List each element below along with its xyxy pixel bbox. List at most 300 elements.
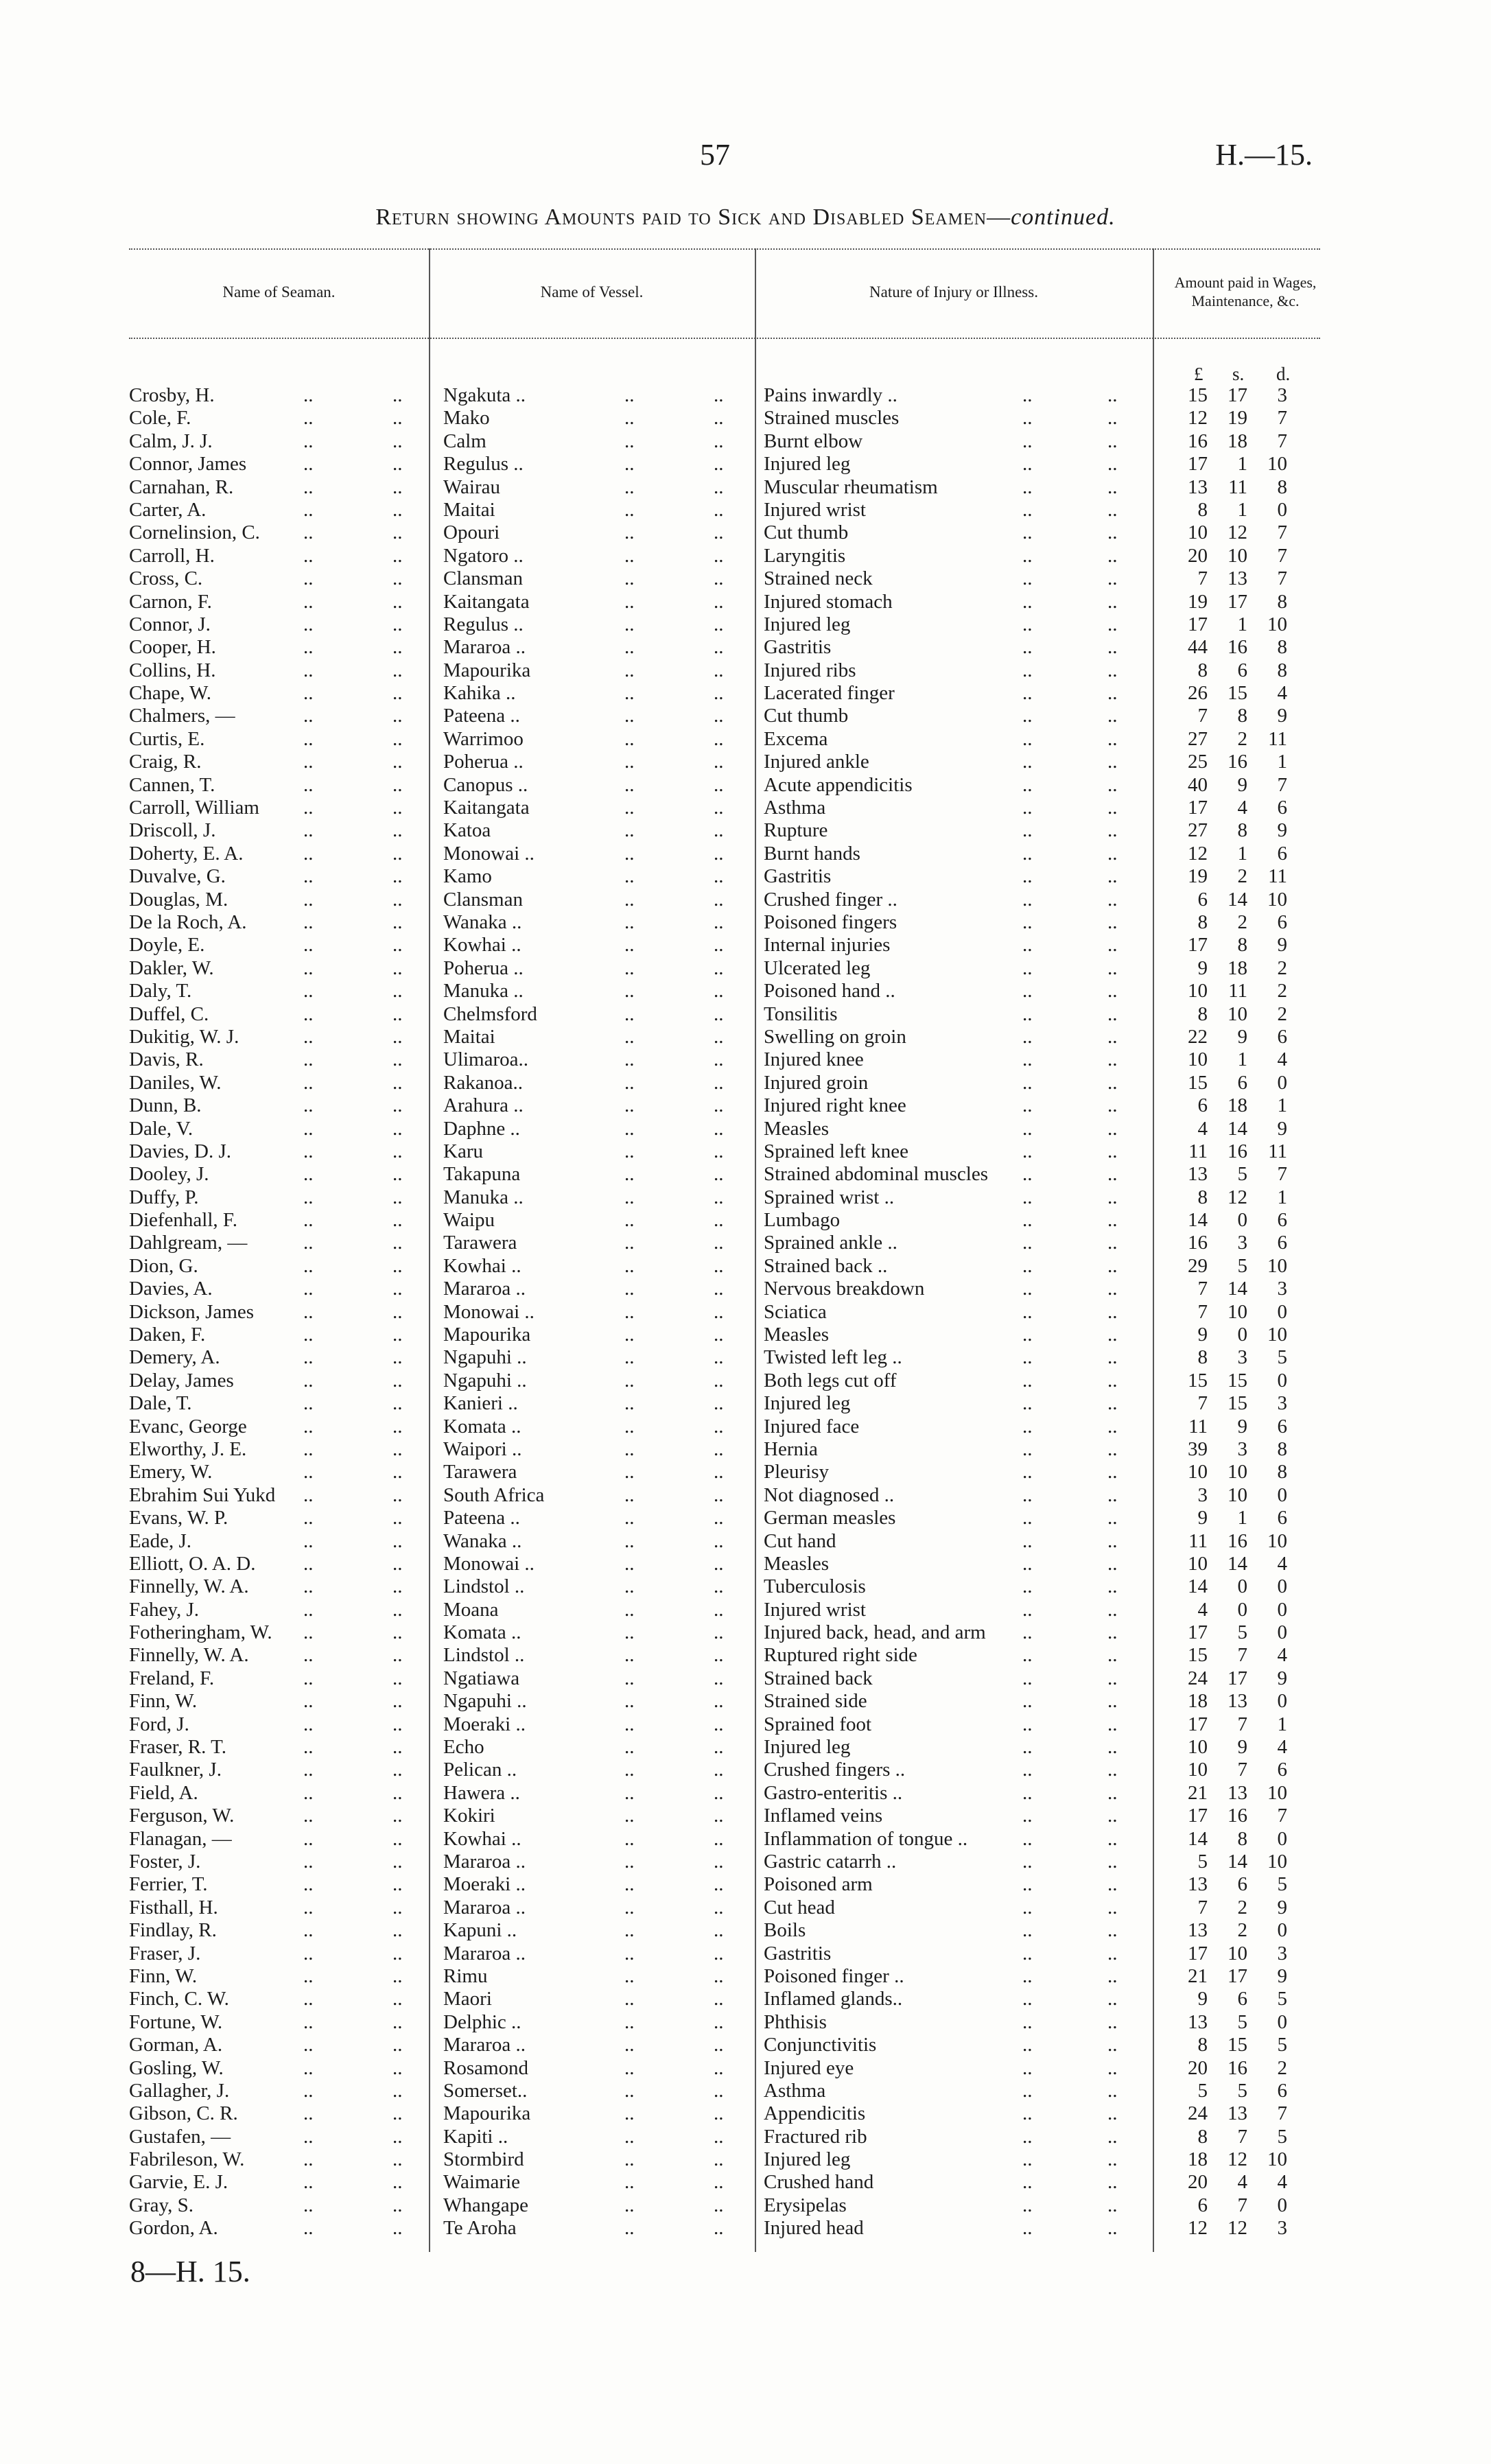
amount-pence: 4	[1277, 1552, 1287, 1575]
amount-shillings: 2	[1237, 911, 1247, 933]
leader-dots: ..	[392, 1461, 403, 1483]
table-row	[0, 1575, 1491, 1598]
leader-dots: ..	[1107, 1163, 1118, 1186]
leader-dots: ..	[1107, 911, 1118, 933]
leader-dots: ..	[714, 1942, 724, 1964]
leader-dots: ..	[714, 1529, 724, 1552]
amount-pounds: 26	[1188, 682, 1208, 705]
leader-dots: ..	[714, 1919, 724, 1942]
leader-dots: ..	[714, 2079, 724, 2102]
amount-pence: 3	[1277, 1278, 1287, 1300]
amount-shillings: 14	[1228, 1278, 1247, 1300]
leader-dots: ..	[1107, 521, 1118, 544]
amount-pounds: 17	[1188, 613, 1208, 635]
leader-dots: ..	[1107, 636, 1118, 659]
injury-description: Injured back, head, and arm	[764, 1621, 986, 1644]
vessel-name: Waipu	[443, 1209, 495, 1232]
leader-dots: ..	[392, 430, 403, 452]
leader-dots: ..	[1107, 430, 1118, 452]
leader-dots: ..	[392, 1369, 403, 1392]
leader-dots: ..	[1107, 1529, 1118, 1552]
amount-shillings: 17	[1228, 384, 1247, 406]
amount-shillings: 15	[1228, 682, 1247, 705]
seaman-name: Evans, W. P.	[129, 1507, 228, 1529]
amount-shillings: 9	[1237, 773, 1247, 796]
vessel-name: Echo	[443, 1736, 484, 1759]
vessel-name: Mararoa ..	[443, 636, 526, 659]
leader-dots: ..	[1022, 888, 1033, 911]
leader-dots: ..	[714, 842, 724, 865]
leader-dots: ..	[303, 727, 314, 750]
amount-pounds: 29	[1188, 1254, 1208, 1277]
amount-shillings: 5	[1237, 2079, 1247, 2102]
leader-dots: ..	[624, 1483, 635, 1506]
amount-shillings: 15	[1228, 1392, 1247, 1415]
leader-dots: ..	[1022, 1209, 1033, 1232]
leader-dots: ..	[624, 2034, 635, 2056]
table-row	[0, 1644, 1491, 1667]
amount-pence: 4	[1277, 1736, 1287, 1759]
amount-shillings: 5	[1237, 1254, 1247, 1277]
leader-dots: ..	[392, 1507, 403, 1529]
leader-dots: ..	[1022, 1552, 1033, 1575]
amount-pence: 0	[1277, 498, 1287, 521]
leader-dots: ..	[392, 1667, 403, 1689]
amount-shillings: 16	[1228, 751, 1247, 773]
leader-dots: ..	[303, 1507, 314, 1529]
leader-dots: ..	[303, 521, 314, 544]
injury-description: Strained back	[764, 1667, 873, 1689]
seaman-name: Gordon, A.	[129, 2217, 218, 2240]
leader-dots: ..	[714, 2056, 724, 2079]
injury-description: Lacerated finger	[764, 682, 895, 705]
leader-dots: ..	[714, 1186, 724, 1208]
amount-shillings: 14	[1228, 1552, 1247, 1575]
seaman-name: Cole, F.	[129, 407, 191, 430]
amount-shillings: 16	[1228, 1140, 1247, 1162]
leader-dots: ..	[1107, 1759, 1118, 1781]
leader-dots: ..	[714, 384, 724, 406]
leader-dots: ..	[624, 1438, 635, 1460]
seaman-name: Finn, W.	[129, 1964, 198, 1987]
leader-dots: ..	[392, 1300, 403, 1323]
amount-pounds: 16	[1188, 430, 1208, 452]
vessel-name: Mararoa ..	[443, 1942, 526, 1964]
leader-dots: ..	[624, 911, 635, 933]
leader-dots: ..	[1022, 1805, 1033, 1827]
leader-dots: ..	[303, 1483, 314, 1506]
table-row	[0, 1805, 1491, 1827]
amount-pounds: 24	[1188, 2102, 1208, 2125]
amount-shillings: 13	[1228, 1781, 1247, 1804]
leader-dots: ..	[714, 797, 724, 819]
leader-dots: ..	[303, 773, 314, 796]
table-row	[0, 1988, 1491, 2010]
leader-dots: ..	[1022, 1254, 1033, 1277]
amount-pounds: 12	[1188, 2217, 1208, 2240]
leader-dots: ..	[392, 2102, 403, 2125]
leader-dots: ..	[1107, 1851, 1118, 1873]
injury-description: Strained side	[764, 1690, 867, 1713]
leader-dots: ..	[714, 1002, 724, 1025]
leader-dots: ..	[392, 384, 403, 406]
vessel-name: Kaitangata	[443, 797, 530, 819]
leader-dots: ..	[714, 1667, 724, 1689]
leader-dots: ..	[392, 1163, 403, 1186]
seaman-name: Chape, W.	[129, 682, 212, 705]
seaman-name: Collins, H.	[129, 659, 216, 681]
leader-dots: ..	[714, 1483, 724, 1506]
seaman-name: Cross, C.	[129, 567, 203, 590]
table-row	[0, 1392, 1491, 1415]
amount-pence: 3	[1277, 384, 1287, 406]
leader-dots: ..	[392, 1278, 403, 1300]
injury-description: Injured leg	[764, 1736, 851, 1759]
vessel-name: Wairau	[443, 476, 501, 498]
amount-shillings: 4	[1237, 797, 1247, 819]
leader-dots: ..	[392, 1025, 403, 1048]
vessel-name: Kowhai ..	[443, 1827, 521, 1850]
amount-shillings: 6	[1237, 1873, 1247, 1896]
seaman-name: Ferguson, W.	[129, 1805, 235, 1827]
leader-dots: ..	[392, 1851, 403, 1873]
leader-dots: ..	[1107, 797, 1118, 819]
leader-dots: ..	[714, 1781, 724, 1804]
leader-dots: ..	[1107, 1575, 1118, 1598]
amount-pounds: 10	[1188, 1736, 1208, 1759]
leader-dots: ..	[392, 1415, 403, 1438]
leader-dots: ..	[1107, 888, 1118, 911]
amount-pounds: 13	[1188, 2010, 1208, 2033]
leader-dots: ..	[1107, 773, 1118, 796]
leader-dots: ..	[624, 613, 635, 635]
leader-dots: ..	[1022, 1529, 1033, 1552]
amount-pence: 10	[1267, 1324, 1287, 1346]
table-row	[0, 2148, 1491, 2171]
seaman-name: Dale, T.	[129, 1392, 192, 1415]
leader-dots: ..	[303, 1621, 314, 1644]
table-row	[0, 705, 1491, 727]
injury-description: Strained neck	[764, 567, 873, 590]
injury-description: Injured head	[764, 2217, 864, 2240]
leader-dots: ..	[1107, 1781, 1118, 1804]
leader-dots: ..	[714, 773, 724, 796]
table-row	[0, 1507, 1491, 1529]
leader-dots: ..	[303, 407, 314, 430]
seaman-name: Dunn, B.	[129, 1094, 202, 1117]
amount-shillings: 8	[1237, 819, 1247, 842]
amount-shillings: 8	[1237, 1827, 1247, 1850]
unit-shillings: s.	[1232, 364, 1245, 384]
leader-dots: ..	[1107, 1827, 1118, 1850]
seaman-name: Ferrier, T.	[129, 1873, 208, 1896]
injury-description: Cut head	[764, 1896, 835, 1919]
leader-dots: ..	[303, 1942, 314, 1964]
injury-description: Cut thumb	[764, 705, 849, 727]
leader-dots: ..	[392, 2217, 403, 2240]
leader-dots: ..	[392, 636, 403, 659]
footer-signature: 8—H. 15.	[130, 2255, 250, 2288]
injury-description: Pains inwardly ..	[764, 384, 897, 406]
vessel-name: Mararoa ..	[443, 1278, 526, 1300]
vessel-name: Somerset..	[443, 2079, 528, 2102]
injury-description: Injured leg	[764, 453, 851, 476]
table-row	[0, 430, 1491, 453]
seaman-name: Finnelly, W. A.	[129, 1644, 249, 1667]
leader-dots: ..	[303, 2102, 314, 2125]
amount-pounds: 20	[1188, 2171, 1208, 2194]
leader-dots: ..	[1107, 957, 1118, 979]
leader-dots: ..	[392, 682, 403, 705]
leader-dots: ..	[1107, 2194, 1118, 2216]
leader-dots: ..	[1022, 1346, 1033, 1369]
leader-dots: ..	[1107, 1048, 1118, 1071]
injury-description: Sprained foot	[764, 1713, 872, 1735]
seaman-name: Carter, A.	[129, 498, 207, 521]
amount-shillings: 11	[1228, 980, 1247, 1002]
leader-dots: ..	[303, 2010, 314, 2033]
amount-pounds: 27	[1188, 727, 1208, 750]
leader-dots: ..	[303, 1071, 314, 1094]
leader-dots: ..	[714, 498, 724, 521]
leader-dots: ..	[1022, 1713, 1033, 1735]
seaman-name: Finnelly, W. A.	[129, 1575, 249, 1598]
leader-dots: ..	[1107, 567, 1118, 590]
seaman-name: Doyle, E.	[129, 934, 205, 957]
leader-dots: ..	[624, 1827, 635, 1850]
amount-pounds: 10	[1188, 1552, 1208, 1575]
leader-dots: ..	[714, 636, 724, 659]
vessel-name: Ngapuhi ..	[443, 1346, 527, 1369]
leader-dots: ..	[1022, 819, 1033, 842]
leader-dots: ..	[303, 797, 314, 819]
injury-description: Burnt elbow	[764, 430, 863, 452]
amount-pounds: 7	[1197, 705, 1208, 727]
injury-description: Injured groin	[764, 1071, 869, 1094]
amount-pounds: 13	[1188, 1163, 1208, 1186]
leader-dots: ..	[392, 1071, 403, 1094]
leader-dots: ..	[1107, 1071, 1118, 1094]
header-bottom-rule	[129, 338, 1320, 339]
leader-dots: ..	[714, 1300, 724, 1323]
leader-dots: ..	[1107, 1232, 1118, 1254]
leader-dots: ..	[714, 1964, 724, 1987]
leader-dots: ..	[1107, 2034, 1118, 2056]
leader-dots: ..	[303, 1805, 314, 1827]
leader-dots: ..	[1107, 980, 1118, 1002]
seaman-name: Duffy, P.	[129, 1186, 199, 1208]
seaman-name: Faulkner, J.	[129, 1759, 222, 1781]
leader-dots: ..	[392, 1346, 403, 1369]
seaman-name: Duffel, C.	[129, 1002, 209, 1025]
amount-pence: 1	[1277, 751, 1287, 773]
leader-dots: ..	[1022, 1621, 1033, 1644]
leader-dots: ..	[624, 1713, 635, 1735]
table-row	[0, 2171, 1491, 2194]
vessel-name: Whangape	[443, 2194, 528, 2216]
leader-dots: ..	[1107, 1186, 1118, 1208]
table-row	[0, 1278, 1491, 1300]
leader-dots: ..	[392, 751, 403, 773]
leader-dots: ..	[1022, 1736, 1033, 1759]
leader-dots: ..	[624, 682, 635, 705]
seaman-name: Eade, J.	[129, 1529, 191, 1552]
amount-pence: 9	[1277, 1667, 1287, 1689]
leader-dots: ..	[624, 1644, 635, 1667]
column-header-vessel: Name of Vessel.	[540, 283, 644, 301]
table-row	[0, 1943, 1491, 1965]
leader-dots: ..	[392, 1117, 403, 1140]
injury-description: Appendicitis	[764, 2102, 866, 2125]
leader-dots: ..	[303, 1025, 314, 1048]
leader-dots: ..	[1022, 980, 1033, 1002]
seaman-name: Cooper, H.	[129, 636, 216, 659]
leader-dots: ..	[303, 819, 314, 842]
table-row	[0, 591, 1491, 613]
amount-shillings: 1	[1237, 1048, 1247, 1071]
table-row	[0, 1346, 1491, 1369]
vessel-name: Komata ..	[443, 1621, 521, 1644]
amount-shillings: 16	[1228, 636, 1247, 659]
leader-dots: ..	[303, 476, 314, 498]
table-row	[0, 613, 1491, 636]
leader-dots: ..	[303, 1644, 314, 1667]
injury-description: Injured eye	[764, 2056, 854, 2079]
leader-dots: ..	[624, 842, 635, 865]
leader-dots: ..	[392, 1873, 403, 1896]
leader-dots: ..	[714, 911, 724, 933]
leader-dots: ..	[624, 659, 635, 681]
leader-dots: ..	[624, 2148, 635, 2171]
vessel-name: Kanieri ..	[443, 1392, 518, 1415]
amount-pounds: 44	[1188, 636, 1208, 659]
injury-description: Injured ribs	[764, 659, 856, 681]
leader-dots: ..	[1107, 682, 1118, 705]
leader-dots: ..	[392, 1827, 403, 1850]
seaman-name: Garvie, E. J.	[129, 2171, 228, 2194]
amount-shillings: 6	[1237, 1988, 1247, 2010]
injury-description: Lumbago	[764, 1209, 841, 1232]
amount-pounds: 20	[1188, 2056, 1208, 2079]
leader-dots: ..	[1107, 1002, 1118, 1025]
seaman-name: Freland, F.	[129, 1667, 215, 1689]
leader-dots: ..	[1022, 1873, 1033, 1896]
amount-pence: 8	[1277, 590, 1287, 613]
leader-dots: ..	[392, 865, 403, 888]
amount-pence: 3	[1277, 1392, 1287, 1415]
leader-dots: ..	[624, 1300, 635, 1323]
vessel-name: Mapourika	[443, 1324, 531, 1346]
leader-dots: ..	[303, 1759, 314, 1781]
leader-dots: ..	[303, 1254, 314, 1277]
leader-dots: ..	[303, 1529, 314, 1552]
vessel-name: Rosamond	[443, 2056, 529, 2079]
leader-dots: ..	[714, 819, 724, 842]
leader-dots: ..	[1022, 797, 1033, 819]
leader-dots: ..	[303, 1140, 314, 1162]
table-row	[0, 1416, 1491, 1438]
leader-dots: ..	[1107, 842, 1118, 865]
leader-dots: ..	[303, 1713, 314, 1735]
injury-description: Inflammation of tongue ..	[764, 1827, 968, 1850]
seaman-name: Gallagher, J.	[129, 2079, 230, 2102]
leader-dots: ..	[1022, 1781, 1033, 1804]
leader-dots: ..	[1022, 1988, 1033, 2010]
injury-description: Gastric catarrh ..	[764, 1851, 897, 1873]
leader-dots: ..	[714, 2171, 724, 2194]
leader-dots: ..	[624, 1186, 635, 1208]
amount-pounds: 7	[1197, 567, 1208, 590]
table-row	[0, 2057, 1491, 2080]
leader-dots: ..	[624, 1346, 635, 1369]
injury-description: Measles	[764, 1552, 830, 1575]
leader-dots: ..	[392, 476, 403, 498]
vessel-name: Canopus ..	[443, 773, 528, 796]
leader-dots: ..	[303, 1186, 314, 1208]
amount-pounds: 17	[1188, 934, 1208, 957]
seaman-name: Diefenhall, F.	[129, 1209, 237, 1232]
seaman-name: Carnahan, R.	[129, 476, 234, 498]
amount-pence: 9	[1277, 1896, 1287, 1919]
leader-dots: ..	[624, 888, 635, 911]
leader-dots: ..	[1107, 2010, 1118, 2033]
table-row	[0, 682, 1491, 705]
amount-pounds: 8	[1197, 911, 1208, 933]
amount-shillings: 18	[1228, 430, 1247, 452]
leader-dots: ..	[1107, 544, 1118, 567]
vessel-name: Mapourika	[443, 2102, 531, 2125]
vessel-name: Rakanoa..	[443, 1071, 523, 1094]
leader-dots: ..	[303, 1461, 314, 1483]
amount-pounds: 15	[1188, 384, 1208, 406]
leader-dots: ..	[1107, 1919, 1118, 1942]
table-row	[0, 384, 1491, 407]
leader-dots: ..	[624, 1988, 635, 2010]
leader-dots: ..	[1107, 1805, 1118, 1827]
vessel-name: Mararoa ..	[443, 1851, 526, 1873]
amount-pence: 2	[1277, 2056, 1287, 2079]
leader-dots: ..	[714, 1048, 724, 1071]
table-row	[0, 1232, 1491, 1254]
leader-dots: ..	[303, 1346, 314, 1369]
seaman-name: Chalmers, —	[129, 705, 235, 727]
leader-dots: ..	[1022, 613, 1033, 635]
amount-pounds: 13	[1188, 1919, 1208, 1942]
leader-dots: ..	[392, 1919, 403, 1942]
leader-dots: ..	[392, 1438, 403, 1460]
table-row	[0, 453, 1491, 476]
leader-dots: ..	[624, 1392, 635, 1415]
leader-dots: ..	[714, 1392, 724, 1415]
amount-pence: 0	[1277, 1598, 1287, 1621]
vessel-name: Katoa	[443, 819, 491, 842]
vessel-name: Manuka ..	[443, 1186, 524, 1208]
amount-pounds: 21	[1188, 1964, 1208, 1987]
amount-pence: 2	[1277, 980, 1287, 1002]
table-row	[0, 1255, 1491, 1278]
amount-shillings: 17	[1228, 590, 1247, 613]
table-row	[0, 545, 1491, 567]
leader-dots: ..	[624, 1919, 635, 1942]
leader-dots: ..	[624, 1461, 635, 1483]
seaman-name: Duvalve, G.	[129, 865, 226, 888]
leader-dots: ..	[1107, 2125, 1118, 2148]
amount-shillings: 7	[1237, 1713, 1247, 1735]
amount-pounds: 8	[1197, 2125, 1208, 2148]
leader-dots: ..	[714, 1025, 724, 1048]
leader-dots: ..	[392, 1713, 403, 1735]
amount-shillings: 2	[1237, 1919, 1247, 1942]
